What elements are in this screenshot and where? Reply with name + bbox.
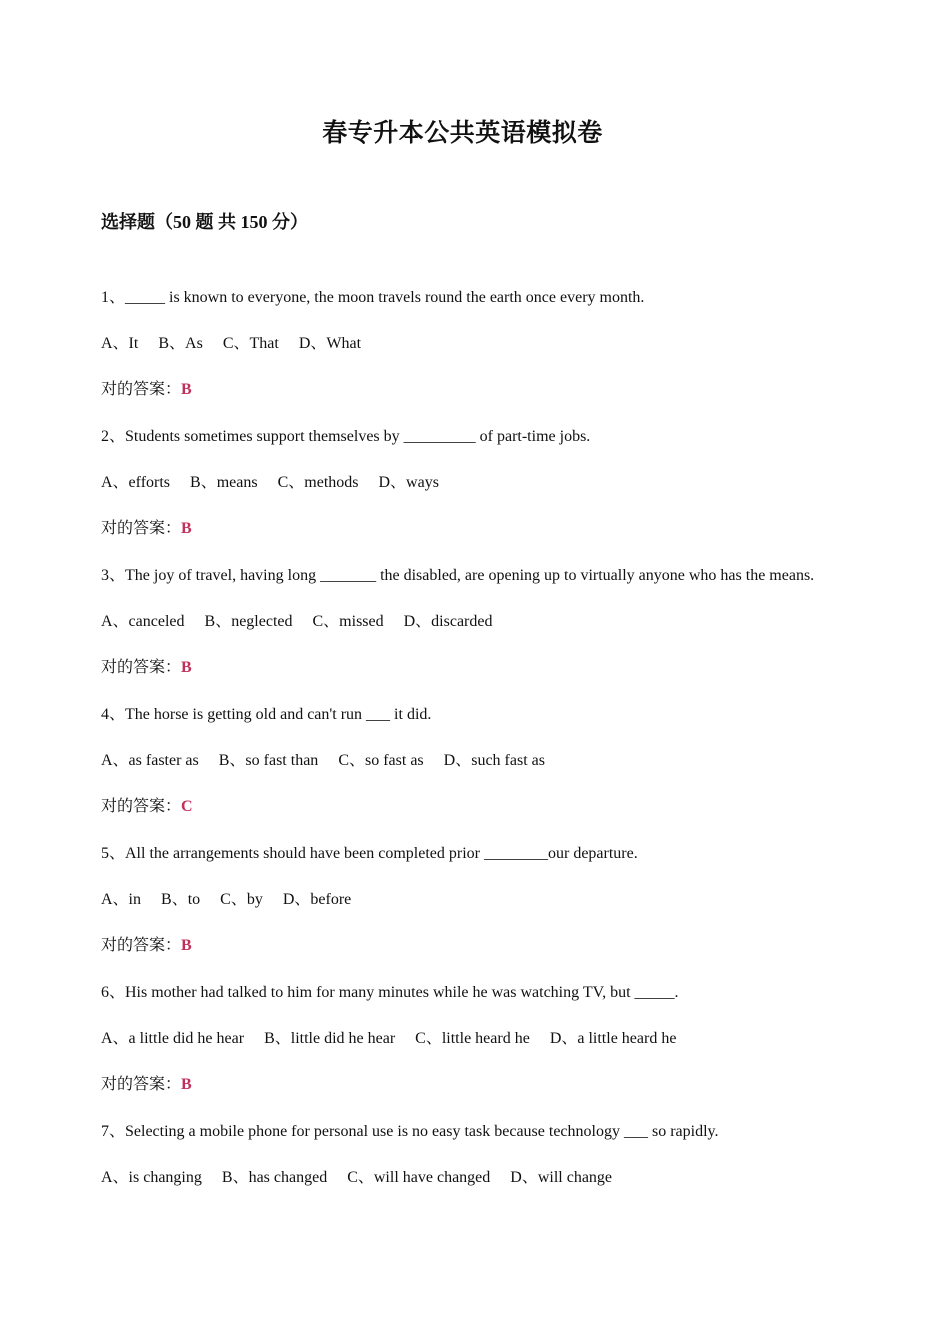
answer-label: 对的答案： [101, 381, 182, 398]
question-stem: 4、The horse is getting old and can't run ___ it did. [101, 706, 432, 723]
option-c: C、methods [277, 474, 359, 491]
question-stem: 3、The joy of travel, having long _______ the disabled, are opening up to virtually anyone who has the means. [101, 567, 815, 584]
answer-value: B [181, 520, 192, 537]
option-c: C、little heard he [415, 1030, 530, 1047]
option-b: B、little did he hear [264, 1030, 396, 1047]
option-c: C、That [222, 335, 279, 352]
option-b: B、to [161, 891, 201, 908]
question-options [101, 608, 513, 631]
option-a: A、It [101, 335, 139, 352]
option-a: A、as faster as [101, 752, 199, 769]
question-stem: 1、_____ is known to everyone, the moon travels round the earth once every month. [101, 289, 645, 306]
question-stem: 7、Selecting a mobile phone for personal use is no easy task because technology ___ so rapidly. [101, 1123, 719, 1140]
section-heading: 选择题（50 题 共 150 分） [101, 212, 308, 232]
answer-line [101, 376, 192, 399]
option-a: A、efforts [101, 474, 171, 491]
answer-line [101, 932, 192, 955]
option-a: A、in [101, 891, 142, 908]
question-options [101, 330, 381, 353]
option-d: D、What [298, 335, 362, 352]
option-c: C、missed [312, 613, 384, 630]
answer-line [101, 1071, 192, 1094]
option-d: D、will change [510, 1169, 613, 1186]
option-b: B、means [190, 474, 258, 491]
answer-label: 对的答案： [101, 798, 182, 815]
option-c: C、by [220, 891, 263, 908]
answer-value: B [181, 659, 192, 676]
option-d: D、such fast as [443, 752, 545, 769]
answer-label: 对的答案： [101, 520, 182, 537]
answer-line [101, 793, 193, 816]
option-d: D、discarded [403, 613, 493, 630]
answer-value: B [181, 1076, 192, 1093]
answer-line [101, 654, 192, 677]
option-a: A、is changing [101, 1169, 202, 1186]
question-options [101, 469, 459, 492]
option-c: C、will have changed [347, 1169, 491, 1186]
answer-value: C [181, 798, 193, 815]
option-a: A、a little did he hear [101, 1030, 245, 1047]
option-a: A、canceled [101, 613, 185, 630]
page-title: 春专升本公共英语模拟卷 [322, 120, 603, 147]
option-b: B、neglected [204, 613, 293, 630]
question-options [101, 1164, 632, 1187]
option-d: D、before [282, 891, 352, 908]
option-c: C、so fast as [338, 752, 424, 769]
option-b: B、As [158, 335, 203, 352]
question-options [101, 1025, 696, 1048]
answer-label: 对的答案： [101, 1076, 182, 1093]
answer-value: B [181, 937, 192, 954]
question-options [101, 747, 565, 770]
answer-value: B [181, 381, 192, 398]
option-d: D、ways [378, 474, 439, 491]
answer-line [101, 515, 192, 538]
option-b: B、has changed [221, 1169, 328, 1186]
answer-label: 对的答案： [101, 937, 182, 954]
question-stem: 5、All the arrangements should have been completed prior ________our departure. [101, 845, 638, 862]
question-stem: 6、His mother had talked to him for many minutes while he was watching TV, but _____. [101, 984, 679, 1001]
answer-label: 对的答案： [101, 659, 182, 676]
option-d: D、a little heard he [549, 1030, 677, 1047]
option-b: B、so fast than [218, 752, 319, 769]
question-options [101, 886, 371, 909]
question-stem: 2、Students sometimes support themselves by _________ of part-time jobs. [101, 428, 591, 445]
